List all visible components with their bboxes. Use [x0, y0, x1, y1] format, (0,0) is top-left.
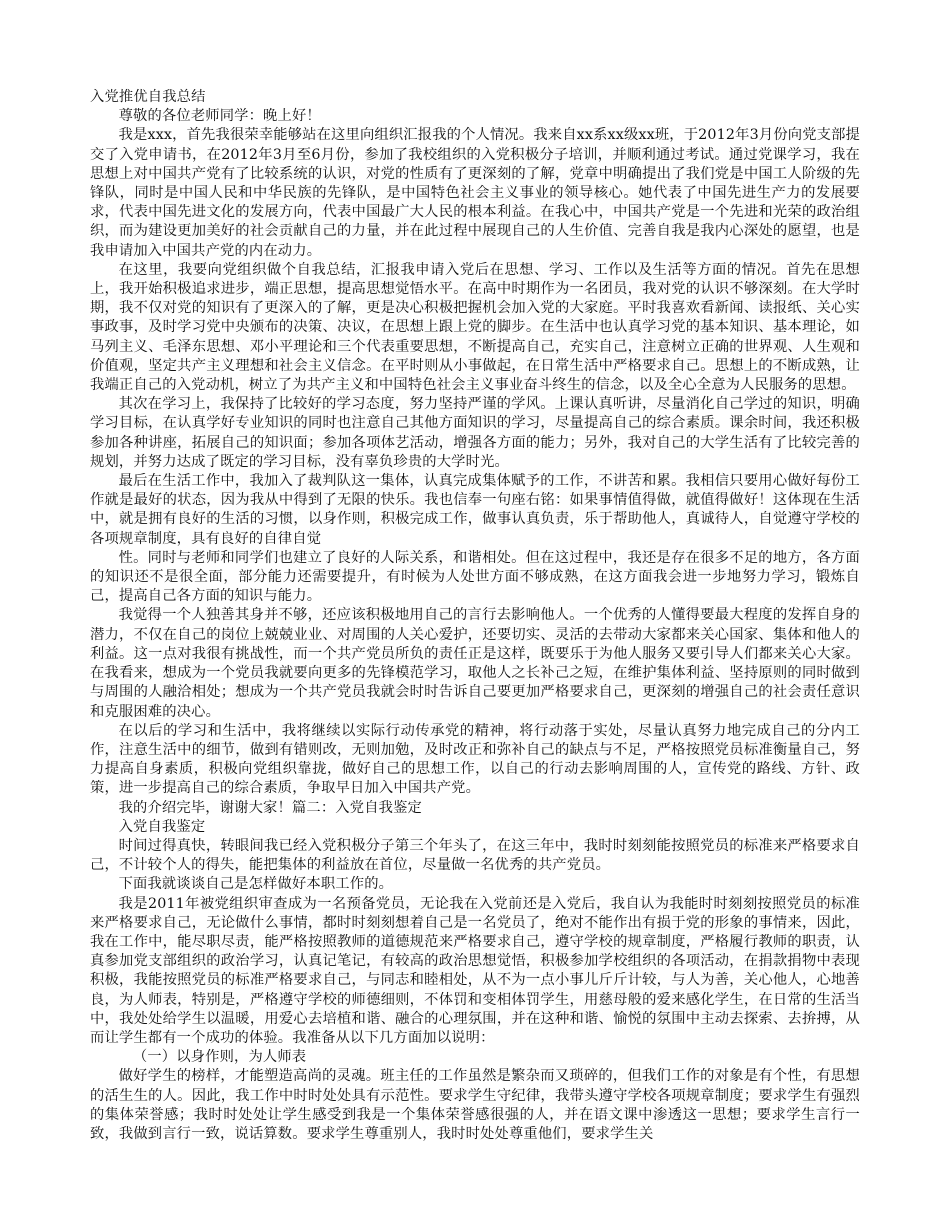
document-title: 入党推优自我总结 [90, 89, 206, 105]
paragraph-intro: 我是xxx，首先我很荣幸能够站在这里向组织汇报我的个人情况。我来自xx系xx级xx班，于2012年3月份向党支部提交了入党申请书，在2012年3月至6月份，参加了我校组织的入党积极分子培训，并顺利通过考试。通过党课学习，我在思想上对中国共产党有了比较系统的认识，对党的性质有了更深刻的了解，党章中明确提出了我们党是中国工人阶级的先锋队，同时是中国人民和中华民族的先锋队，是中国特色社会主义事业的领导核心。她代表了中国先进生产力的发展要求，代表中国先进文化的发展方向，代表中国最广大人民的根本利益。在我心中，中国共产党是一个先进和光荣的政治组织，而为建设更加美好的社会贡献自己的力量，并在此过程中展现自己的人生价值、完善自我是我内心深处的愿望，也是我申请加入中国共产党的内在动力。 [90, 127, 860, 259]
paragraph-thought: 在这里，我要向党组织做个自我总结，汇报我申请入党后在思想、学习、工作以及生活等方面的情况。首先在思想上，我开始积极追求进步，端正思想，提高思想觉悟水平。在高中时期作为一名团员，我对党的认识不够深刻。在大学时期，我不仅对党的知识有了更深入的了解，更是决心积极把握机会加入党的大家庭。平时我喜欢看新闻、读报纸、关心实事政事，及时学习党中央颁布的决策、决议，在思想上跟上党的脚步。在生活中也认真学习党的基本知识、基本理论，如马列主义、毛泽东思想、邓小平理论和三个代表重要思想，不断提高自己，充实自己，注意树立正确的世界观、人生观和价值观，坚定共产主义理想和社会主义信念。在平时则从小事做起，在日常生活中严格要求自己。思想上的不断成熟，让我端正自己的入党动机，树立了为共产主义和中国特色社会主义事业奋斗终生的信念，以及全心全意为人民服务的思想。 [90, 261, 860, 394]
subheading: （一）以身作则，为人师表 [132, 1049, 307, 1066]
section2-paragraph-time: 时间过得真快，转眼间我已经入党积极分子第三个年头了，在这三年中，我时时刻刻能按照党员的标准来严格要求自己，不计较个人的得失，能把集体的利益放在首位，尽量做一名优秀的共产党员。 [90, 837, 860, 874]
paragraph-study: 其次在学习上，我保持了比较好的学习态度，努力坚持严谨的学风。上课认真听讲，尽量消化自己学过的知识，明确学习目标，在认真学好专业知识的同时也注意自己其他方面知识的学习，尽量提高自己的综合素质。课余时间，我还积极参加各种讲座，拓展自己的知识面；参加各项体艺活动，增强各方面的能力；另外，我对自己的大学生活有了比较完善的规划，并努力达成了既定的学习目标，没有辜负珍贵的大学时光。 [90, 396, 860, 470]
paragraph-life-work-continued: 性。同时与老师和同学们也建立了良好的人际关系，和谐相处。但在这过程中，我还是存在很多不足的地方，各方面的知识还不是很全面，部分能力还需要提升，有时候为人处世方面不够成熟，在这方面我会进一步地努力学习，锻炼自己，提高自己各方面的知识与能力。 [90, 549, 860, 605]
paragraph-closing: 我的介绍完毕，谢谢大家！篇二：入党自我鉴定 [118, 799, 422, 816]
section2-paragraph-intro: 下面我就谈谈自己是怎样做好本职工作的。 [118, 876, 394, 893]
paragraph-life-work: 最后在生活工作中，我加入了裁判队这一集体，认真完成集体赋予的工作，不讲苦和累。我相信只要用心做好每份工作就是最好的状态，因为我从中得到了无限的快乐。我也信奉一句座右铭：如果事情值得做，就值得做好！这体现在生活中，就是拥有良好的生活的习惯，以身作则，积极完成工作，做事认真负责，乐于帮助他人，真诚待人，自觉遵守学校的各项规章制度，具有良好的自律自觉 [90, 473, 860, 547]
greeting: 尊敬的各位老师同学：晚上好！ [118, 108, 321, 125]
section2-paragraph-main: 我是2011年被党组织审查成为一名预备党员，无论我在入党前还是入党后，我自认为我能时时刻刻按照党员的标准来严格要求自己，无论做什么事情，都时时刻刻想着自己是一名党员了，绝对不能作出有损于党的形象的事情来，因此，我在工作中，能尽职尽责，能严格按照教师的道德规范来严格要求自己，遵守学校的规章制度，严格履行教师的职责，认真参加党支部组织的政治学习，认真记笔记，有较高的政治思想觉悟，积极参加学校组织的各项活动，在捐款捐物中表现积极，我能按照党员的标准严格要求自己，与同志和睦相处，从不为一点小事儿斤斤计较，与人为善，关心他人，心地善良，为人师表，特别是，严格遵守学校的师德细则，不体罚和变相体罚学生，用慈母般的爱来感化学生，在日常的生活当中，我处处给学生以温暖，用爱心去培植和谐、融合的心理氛围，并在这种和谐、愉悦的氛围中主动去探索、去拚搏，从而让学生都有一个成功的体验。我准备从以下几方面加以说明： [90, 895, 860, 1046]
section2-title: 入党自我鉴定 [118, 818, 206, 835]
paragraph-role-model: 做好学生的榜样，才能塑造高尚的灵魂。班主任的工作虽然是繁杂而又琐碎的，但我们工作的对象是有个性，有思想的活生生的人。因此，我工作中时时处处具有示范性。要求学生守纪律，我带头遵守学校各项规章制度；要求学生有强烈的集体荣誉感；我时时处处让学生感受到我是一个集体荣誉感很强的人，并在语文课中渗透这一思想；要求学生言行一致，我做到言行一致，说话算数。要求学生尊重别人，我时时处处尊重他们，要求学生关 [90, 1068, 860, 1142]
paragraph-future: 在以后的学习和生活中，我将继续以实际行动传承党的精神，将行动落于实处，尽量认真努力地完成自己的分内工作，注意生活中的细节，做到有错则改，无则加勉，及时改正和弥补自己的缺点与不足，严格按照党员标准衡量自己，努力提高自身素质，积极向党组织靠拢，做好自己的思想工作，以自己的行动去影响周围的人，宣传党的路线、方针、政策，进一步提高自己的综合素质，争取早日加入中国共产党。 [90, 722, 860, 797]
document-page [90, 88, 860, 1144]
paragraph-influence: 我觉得一个人独善其身并不够，还应该积极地用自己的言行去影响他人。一个优秀的人懂得要最大程度的发挥自身的潜力，不仅在自己的岗位上兢兢业业、对周围的人关心爱护，还要切实、灵活的去带动大家都来关心国家、集体和他人的利益。这一点对我很有挑战性，而一个共产党员所负的责任正是这样，既要乐于为他人服务又要引导人们都来关心大家。在我看来，想成为一个党员我就要向更多的先锋模范学习，取他人之长补己之短，在维护集体利益、坚持原则的同时做到与周围的人融洽相处；想成为一个共产党员我就会时时告诉自己要更加严格要求自己，更深刻的增强自己的社会责任意识和克服困难的决心。 [90, 607, 860, 720]
